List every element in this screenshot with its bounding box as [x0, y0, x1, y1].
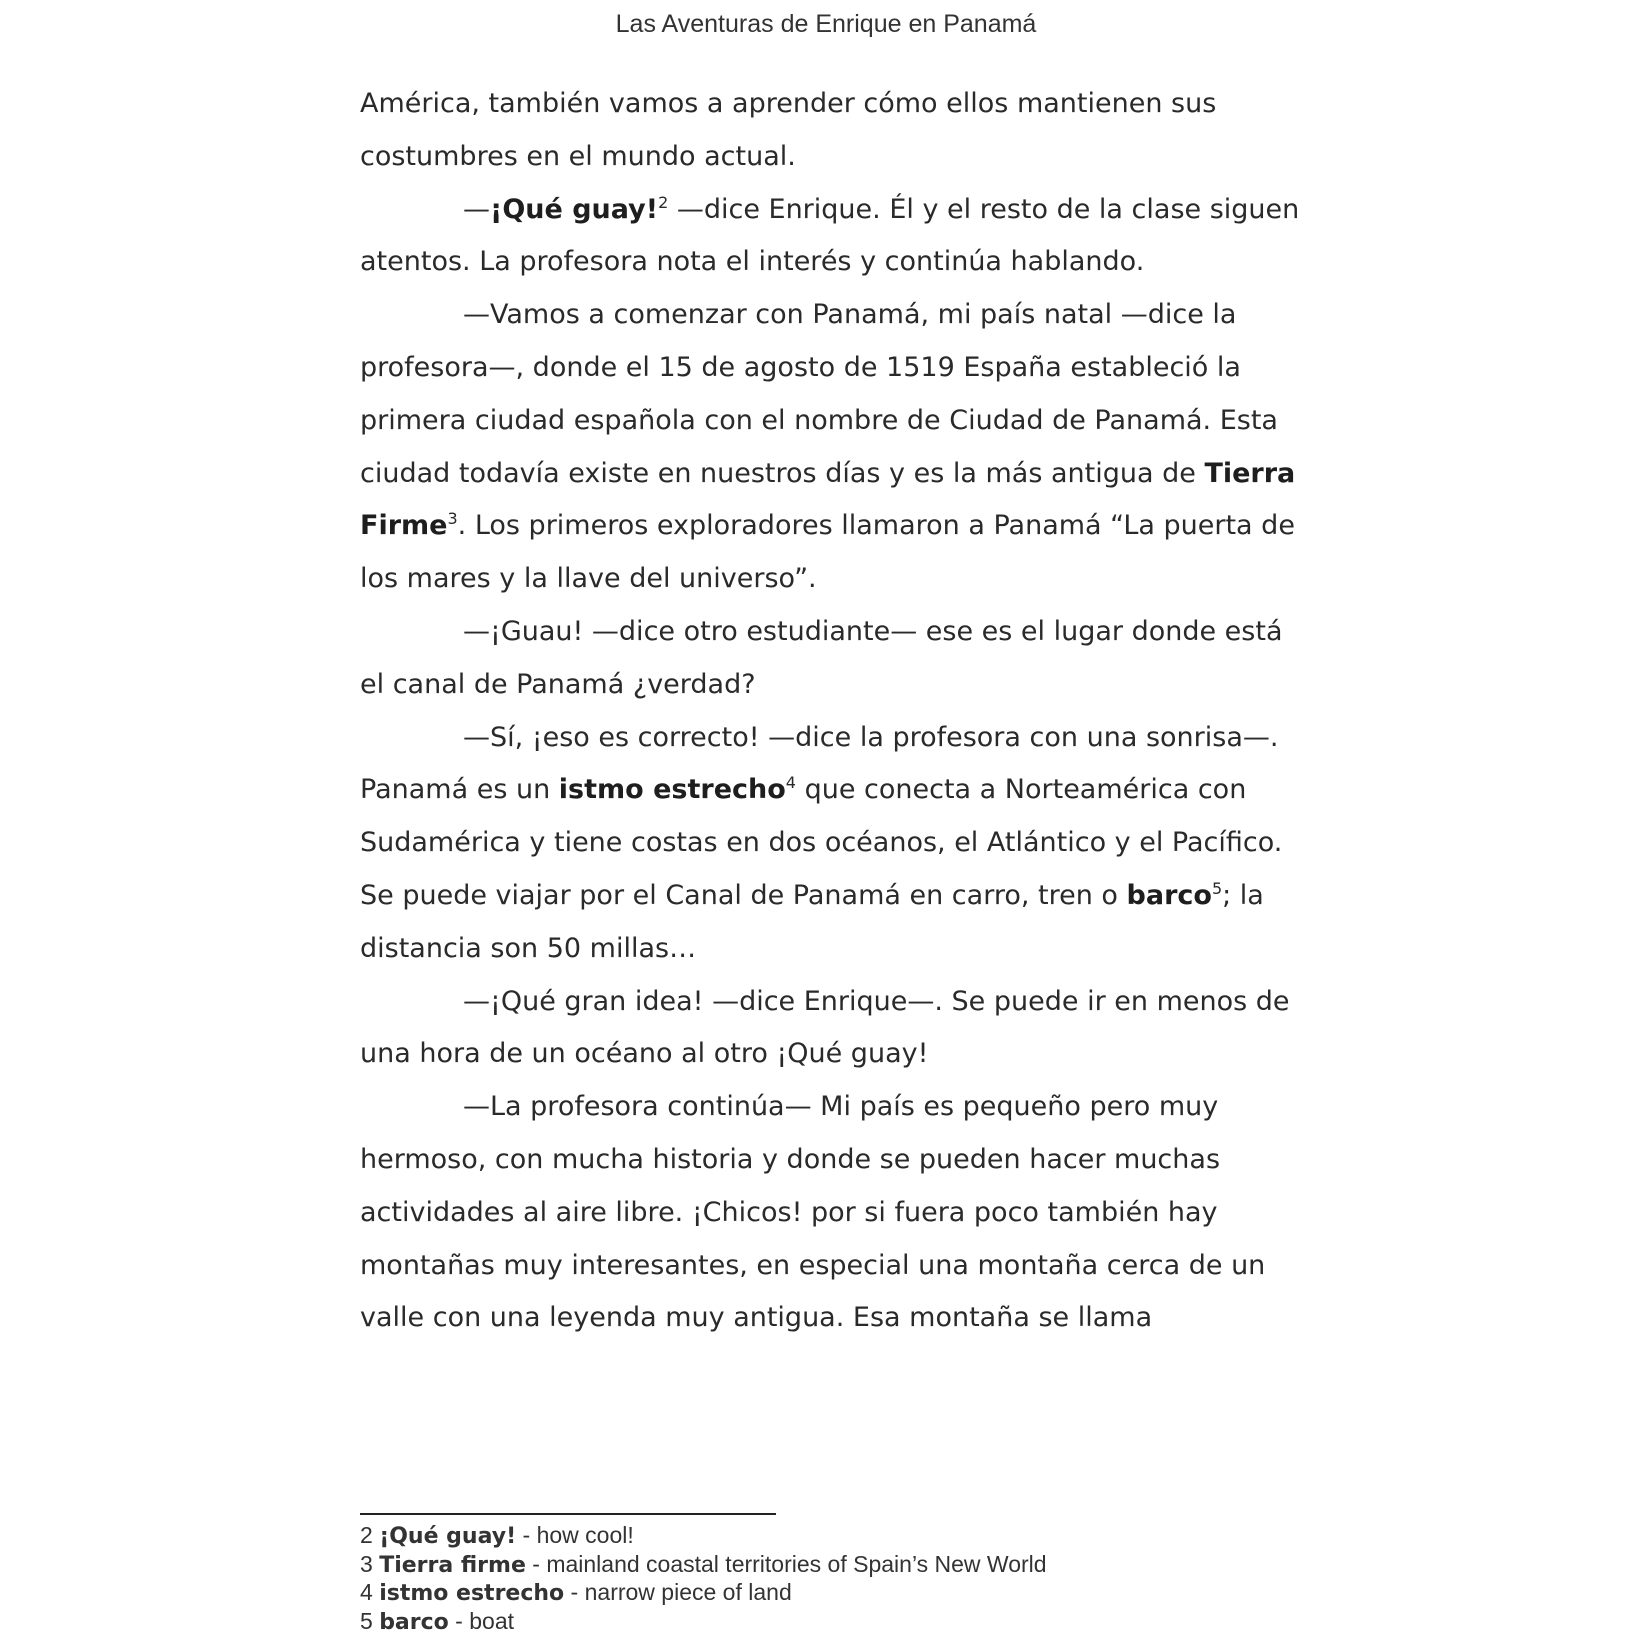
footnote: 2 ¡Qué guay! - how cool!	[360, 1522, 634, 1549]
footnote-term: barco	[379, 1609, 449, 1635]
footnote: 4 istmo estrecho - narrow piece of land	[360, 1579, 792, 1606]
footnotes	[360, 1522, 1360, 1636]
footnote-ref: 2	[658, 192, 669, 212]
footnote: 3 Tierra firme - mainland coastal territories of Spain’s New World	[360, 1550, 1047, 1578]
footnote-ref: 5	[1211, 878, 1223, 898]
glossary-term: barco	[1126, 879, 1212, 911]
footnote-term: istmo estrecho	[379, 1581, 565, 1606]
running-header: Las Aventuras de Enrique en Panamá	[615, 10, 1037, 38]
glossary-term: ¡Qué guay!	[490, 193, 659, 225]
glossary-term: istmo estrecho	[558, 774, 786, 806]
glossary-term: Tierra Firme	[360, 457, 1296, 542]
footnote: 5 barco - boat	[360, 1607, 515, 1635]
footnote-ref: 4	[785, 773, 796, 793]
footnote-ref: 3	[447, 509, 458, 529]
paragraph: —Sí, ¡eso es correcto! —dice la profesora con una sonrisa—. Panamá es un istmo estrecho$^4$ que conecta a Norteamérica con Sudamérica y tiene costas en dos océanos, el Atlántico y el Pacífico. Se puede viajar por el Canal de Panamá en carro, tren o barco$^5$; la distancia son 50 millas…	[360, 721, 1283, 964]
paragraph: —¡Qué gran idea! —dice Enrique—. Se puede ir en menos de una hora de un océano al otro ¡Qué guay!	[360, 985, 1290, 1070]
paragraph: —¡Guau! —dice otro estudiante— ese es el lugar donde está el canal de Panamá ¿verdad?	[360, 615, 1283, 700]
footnote-term: ¡Qué guay!	[379, 1524, 517, 1549]
paragraph: —Vamos a comenzar con Panamá, mi país natal —dice la profesora—, donde el 15 de agosto de 1519 España estableció la primera ciudad española con el nombre de Ciudad de Panamá. Esta ciudad todavía existe en nuestros días y es la más antigua de Tierra Firme$^3$. Los primeros exploradores llamaron a Panamá “La puerta de los mares y la llave del universo”.	[360, 299, 1296, 595]
footnote-term: Tierra firme	[379, 1552, 526, 1578]
paragraph: —¡Qué guay!$^2$ —dice Enrique. Él y el resto de la clase siguen atentos. La profesora nota el interés y continúa hablando.	[360, 192, 1300, 278]
body-text	[360, 78, 1300, 1345]
paragraph: —La profesora continúa— Mi país es pequeño pero muy hermoso, con mucha historia y donde se pueden hacer muchas actividades al aire libre. ¡Chicos! por si fuera poco también hay montañas muy interesantes, en especial una montaña cerca de un valle con una leyenda muy antigua. Esa montaña se llama	[360, 1091, 1266, 1334]
footnote-divider	[360, 1513, 776, 1515]
paragraph: América, también vamos a aprender cómo ellos mantienen sus costumbres en el mundo actual.	[360, 88, 1217, 172]
